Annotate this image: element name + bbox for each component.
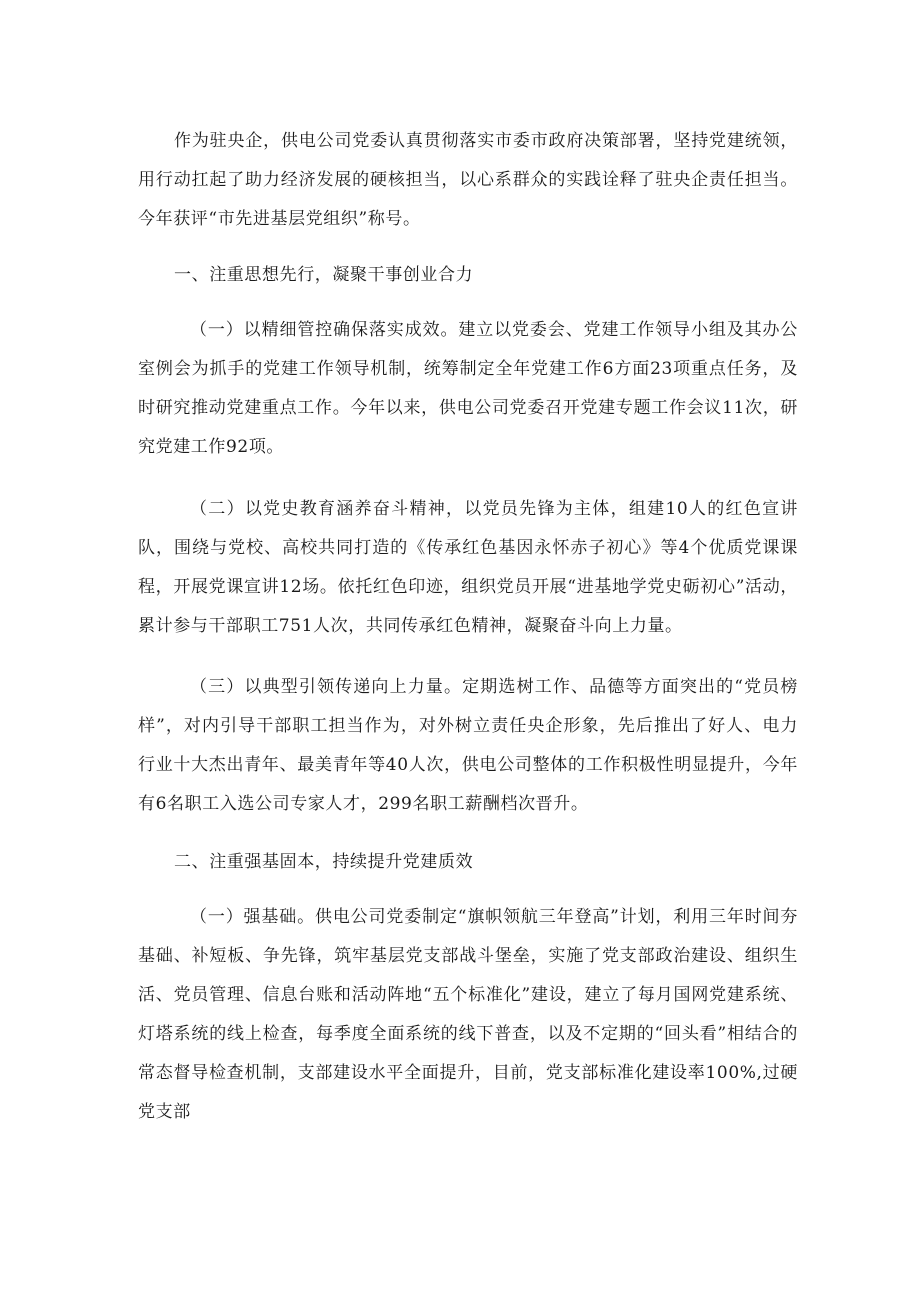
intro-paragraph: 作为驻央企，供电公司党委认真贯彻落实市委市政府决策部署，坚持党建统领，用行动扛起了助力经济发展的硬核担当，以心系群众的实践诠释了驻央企责任担当。今年获评“市先进基层党组织”称号。 xyxy=(138,131,798,229)
section-2-heading: 二、注重强基固本，持续提升党建质效 xyxy=(174,852,474,872)
section-1-heading: 一、注重思想先行，凝聚干事创业合力 xyxy=(174,265,474,285)
section-1-item-3: （三）以典型引领传递向上力量。定期选树工作、品德等方面突出的“党员榜样”，对内引导干部职工担当作为，对外树立责任央企形象，先后推出了好人、电力行业十大杰出青年、最美青年等40人次，供电公司整体的工作积极性明显提升，今年有6名职工入选公司专家人才，299名职工薪酬档次晋升。 xyxy=(138,677,798,814)
section-1-item-2: （二）以党史教育涵养奋斗精神，以党员先锋为主体，组建10人的红色宣讲队，围绕与党校、高校共同打造的《传承红色基因永怀赤子初心》等4个优质党课课程，开展党课宣讲12场。依托红色印迹，组织党员开展“进基地学党史砺初心”活动，累计参与干部职工751人次，共同传承红色精神，凝聚奋斗向上力量。 xyxy=(138,499,798,636)
section-2-item-1: （一）强基础。供电公司党委制定“旗帜领航三年登高”计划，利用三年时间夯基础、补短板、争先锋，筑牢基层党支部战斗堡垒，实施了党支部政治建设、组织生活、党员管理、信息台账和活动阵地“五个标准化”建设，建立了每月国网党建系统、灯塔系统的线上检查，每季度全面系统的线下普查，以及不定期的“回头看”相结合的常态督导检查机制，支部建设水平全面提升，目前，党支部标准化建设率100%,过硬党支部 xyxy=(138,907,798,1122)
section-1-item-1: （一）以精细管控确保落实成效。建立以党委会、党建工作领导小组及其办公室例会为抓手的党建工作领导机制，统筹制定全年党建工作6方面23项重点任务，及时研究推动党建重点工作。今年以来，供电公司党委召开党建专题工作会议11次，研究党建工作92项。 xyxy=(138,320,798,457)
